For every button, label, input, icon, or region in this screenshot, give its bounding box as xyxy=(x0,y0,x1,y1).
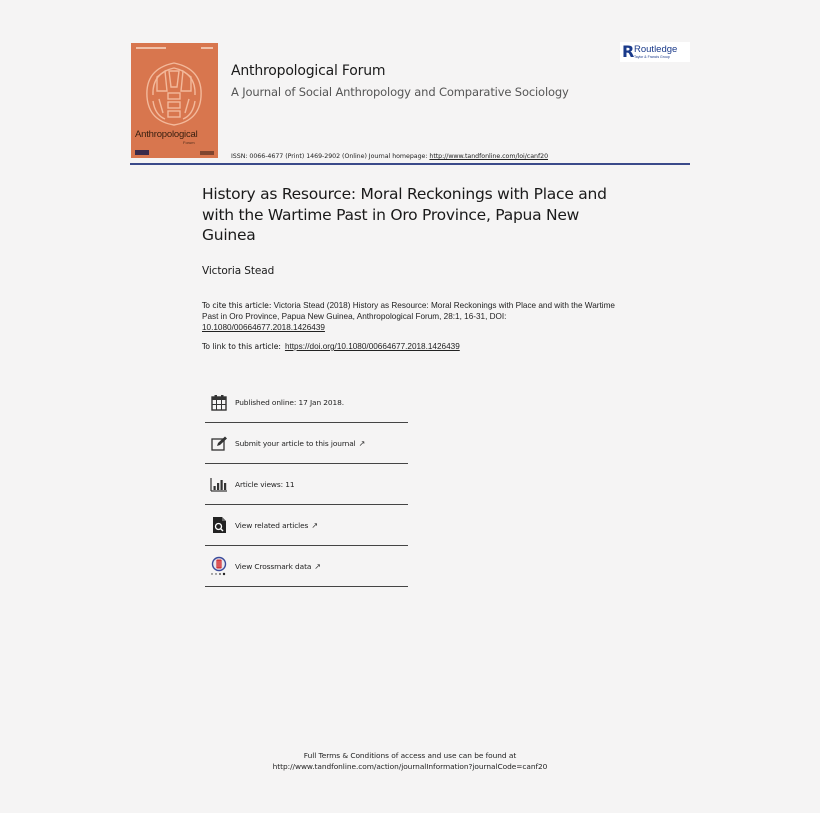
journal-homepage-link[interactable]: http://www.tandfonline.com/loi/canf20 xyxy=(429,153,549,160)
footer-terms-url[interactable]: http://www.tandfonline.com/action/journalInformation?journalCode=canf20 xyxy=(272,761,548,771)
crossmark-icon xyxy=(209,556,229,576)
article-info-list xyxy=(205,382,408,587)
cover-logo-left xyxy=(135,150,149,155)
article-author: Victoria Stead xyxy=(202,265,275,277)
bar-chart-icon xyxy=(209,474,229,494)
edit-icon xyxy=(209,433,229,453)
journal-title: Anthropological Forum xyxy=(231,63,386,79)
article-views-item xyxy=(205,464,408,505)
terms-footer xyxy=(0,751,820,772)
published-online-item xyxy=(205,382,408,423)
header-divider xyxy=(130,163,690,165)
cover-header-text xyxy=(136,47,213,50)
publisher-logo xyxy=(620,42,690,62)
article-url-link[interactable]: https://doi.org/10.1080/00664677.2018.1426439 xyxy=(284,342,460,351)
external-link-icon: ↗ xyxy=(311,520,319,530)
routledge-r-icon: R xyxy=(622,42,635,61)
citation-block xyxy=(202,300,622,334)
document-search-icon xyxy=(209,515,229,535)
cover-artwork xyxy=(141,57,207,129)
issn-text: ISSN: 0066-4677 (Print) 1469-2902 (Online) Journal homepage: xyxy=(231,153,430,160)
calendar-icon xyxy=(209,392,229,412)
related-articles-link[interactable] xyxy=(205,505,408,546)
publisher-tagline: Taylor & Francis Group xyxy=(634,54,670,59)
related-articles-text: View related articles xyxy=(235,520,309,530)
article-views-text: Article views: 11 xyxy=(235,479,295,489)
cover-logo-right xyxy=(200,151,214,155)
doi-link[interactable]: 10.1080/00664677.2018.1426439 xyxy=(202,323,325,333)
cover-title: Anthropological xyxy=(135,129,198,140)
footer-terms-text: Full Terms & Conditions of access and use can be found at xyxy=(303,751,517,760)
cover-subtitle: Forum xyxy=(183,140,195,145)
journal-subtitle: A Journal of Social Anthropology and Comparative Sociology xyxy=(231,85,569,99)
article-link-block xyxy=(202,342,460,351)
publisher-name: Routledge xyxy=(634,43,678,55)
submit-article-text: Submit your article to this journal xyxy=(235,438,356,448)
cite-text: Victoria Stead (2018) History as Resource: Moral Reckonings with Place and with the Wartime Past in Oro Province, Papua New Guinea, Anthropological Forum, 28:1, 16-31, DOI: xyxy=(202,301,615,322)
cite-label: To cite this article: xyxy=(202,301,272,310)
external-link-icon: ↗ xyxy=(358,438,366,448)
external-link-icon: ↗ xyxy=(314,561,321,571)
submit-article-link[interactable] xyxy=(205,423,408,464)
crossmark-text: View Crossmark data xyxy=(235,561,312,571)
issn-line xyxy=(231,153,548,160)
article-title: History as Resource: Moral Reckonings with Place and with the Wartime Past in Oro Province, Papua New Guinea xyxy=(202,185,607,244)
link-label: To link to this article: xyxy=(202,342,281,351)
published-online-text: Published online: 17 Jan 2018. xyxy=(235,397,344,407)
crossmark-link[interactable] xyxy=(205,546,408,587)
journal-cover-image xyxy=(131,43,218,158)
